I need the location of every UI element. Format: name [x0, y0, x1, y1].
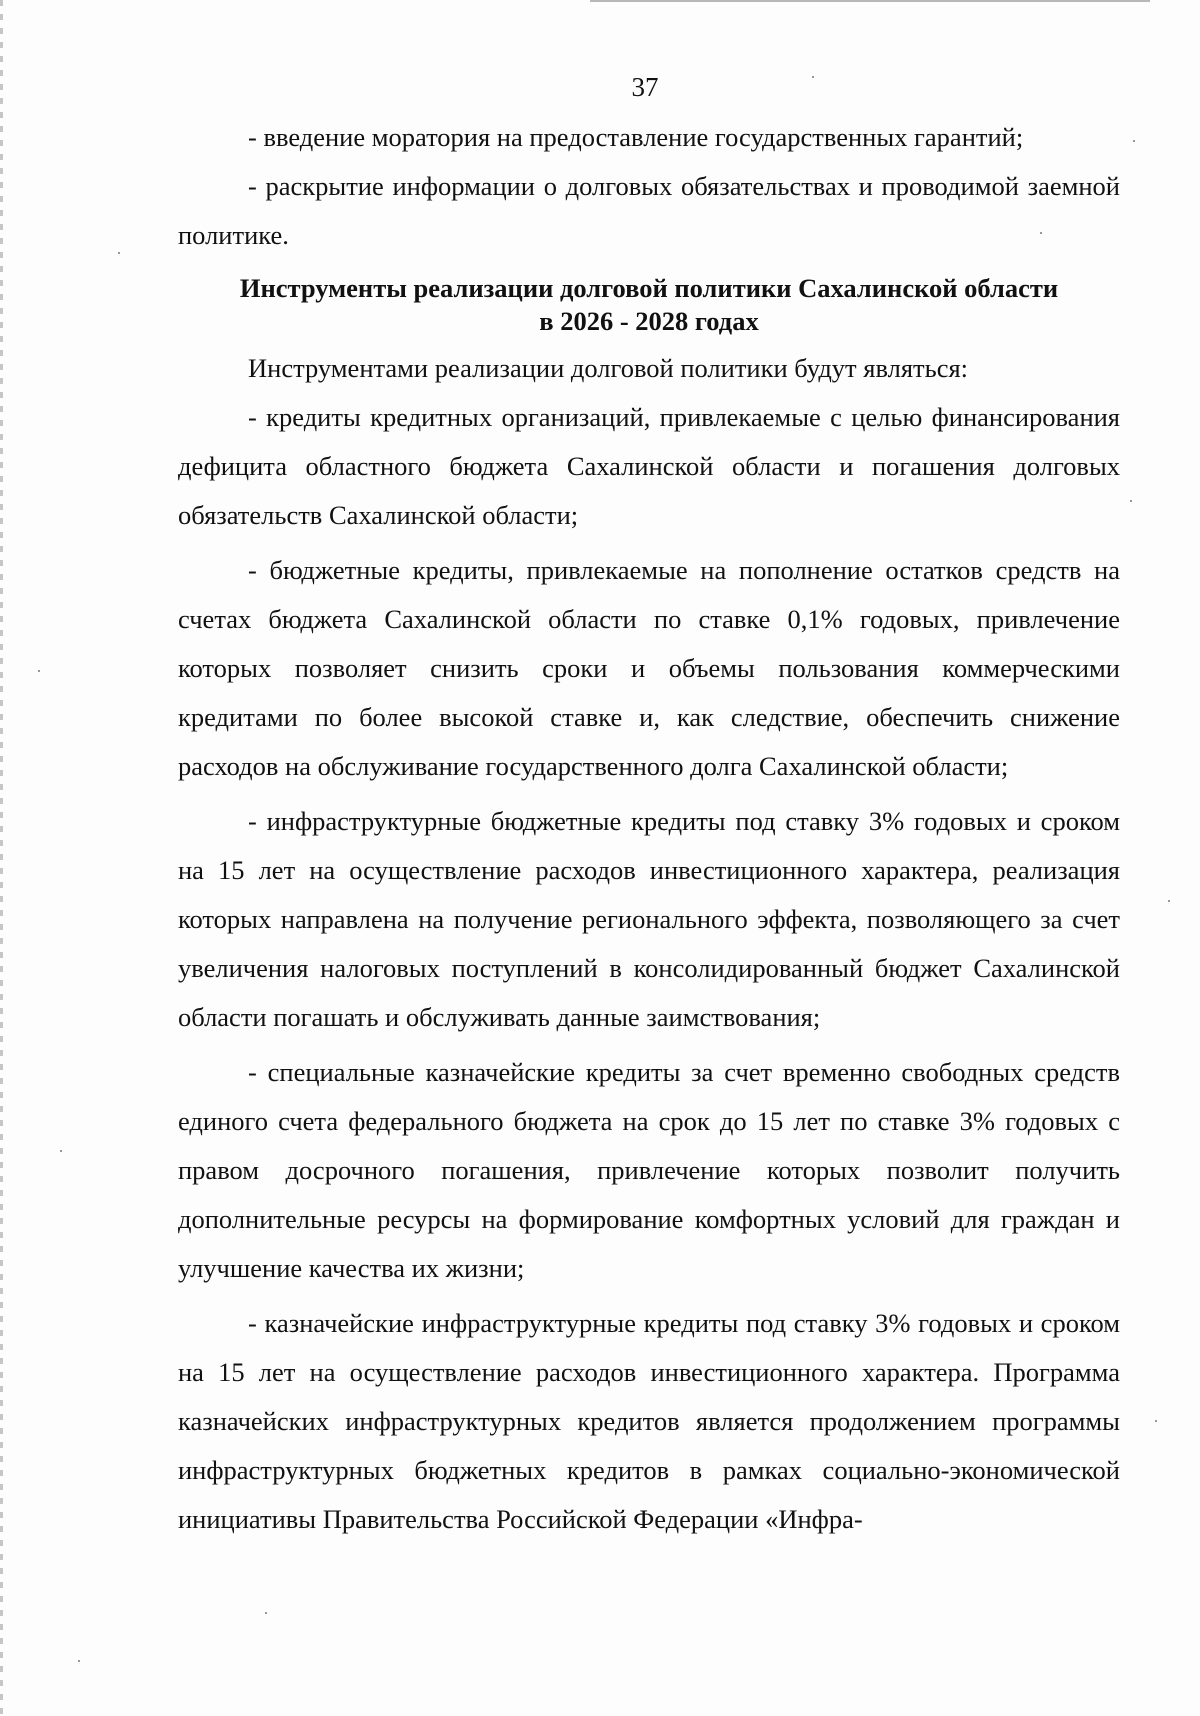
document-body [178, 113, 1120, 1544]
paragraph-disclosure: - раскрытие информации о долговых обязательствах и проводимой заемной политике. [178, 171, 1120, 250]
paragraph-intro: Инструментами реализации долговой политики будут являться: [248, 353, 969, 383]
scan-speck [1133, 140, 1135, 142]
scan-speck [60, 1150, 62, 1152]
paragraph-infrastructure-credits: - инфраструктурные бюджетные кредиты под ставку 3% годовых и сроком на 15 лет на осуществление расходов инвестиционного характера, реализация которых направлена на получение регионального эффекта, позволяющего за счет увеличения налоговых поступлений в консолидированный бюджет Сахалинской области погашать и обслуживать данные заимствования; [178, 806, 1120, 1032]
scan-speck [1130, 500, 1132, 502]
scan-speck [1040, 232, 1042, 234]
scan-speck [265, 1612, 267, 1614]
scan-speck [118, 252, 120, 254]
section-heading-line-1: Инструменты реализации долговой политики Сахалинской области [239, 273, 1059, 303]
paragraph-credit-organizations: - кредиты кредитных организаций, привлекаемые с целью финансирования дефицита областного бюджета Сахалинской области и погашения долговых обязательств Сахалинской области; [178, 402, 1120, 530]
section-heading-line-2: в 2026 - 2028 годах [539, 306, 759, 336]
page-number: 37 [631, 72, 659, 102]
scan-edge-top [590, 0, 1150, 2]
paragraph-special-treasury-credits: - специальные казначейские кредиты за счет временно свободных средств единого счета федерального бюджета на срок до 15 лет по ставке 3% годовых с правом досрочного погашения, привлечение которых позволит получить дополнительные ресурсы на формирование комфортных условий для граждан и улучшение качества их жизни; [178, 1057, 1120, 1283]
scan-speck [38, 670, 40, 672]
paragraph-budget-credits: - бюджетные кредиты, привлекаемые на пополнение остатков средств на счетах бюджета Сахалинской области по ставке 0,1% годовых, привлечение которых позволяет снизить сроки и объемы пользования коммерческими кредитами по более высокой ставке и, как следствие, обеспечить снижение расходов на обслуживание государственного долга Сахалинской области; [178, 555, 1120, 781]
scan-speck [78, 1660, 80, 1662]
scan-speck [1168, 900, 1170, 902]
scan-speck [812, 76, 814, 78]
paragraph-treasury-infrastructure-credits: - казначейские инфраструктурные кредиты под ставку 3% годовых и сроком на 15 лет на осуществление расходов инвестиционного характера. Программа казначейских инфраструктурных кредитов является продолжением программы инфраструктурных бюджетных кредитов в рамках социально-экономической инициативы Правительства Российской Федерации «Инфра- [178, 1308, 1120, 1534]
paragraph-moratorium: - введение моратория на предоставление государственных гарантий; [248, 122, 1024, 152]
section-heading [178, 272, 1120, 338]
scan-speck [1155, 1420, 1157, 1422]
scan-edge-left [0, 0, 3, 1716]
